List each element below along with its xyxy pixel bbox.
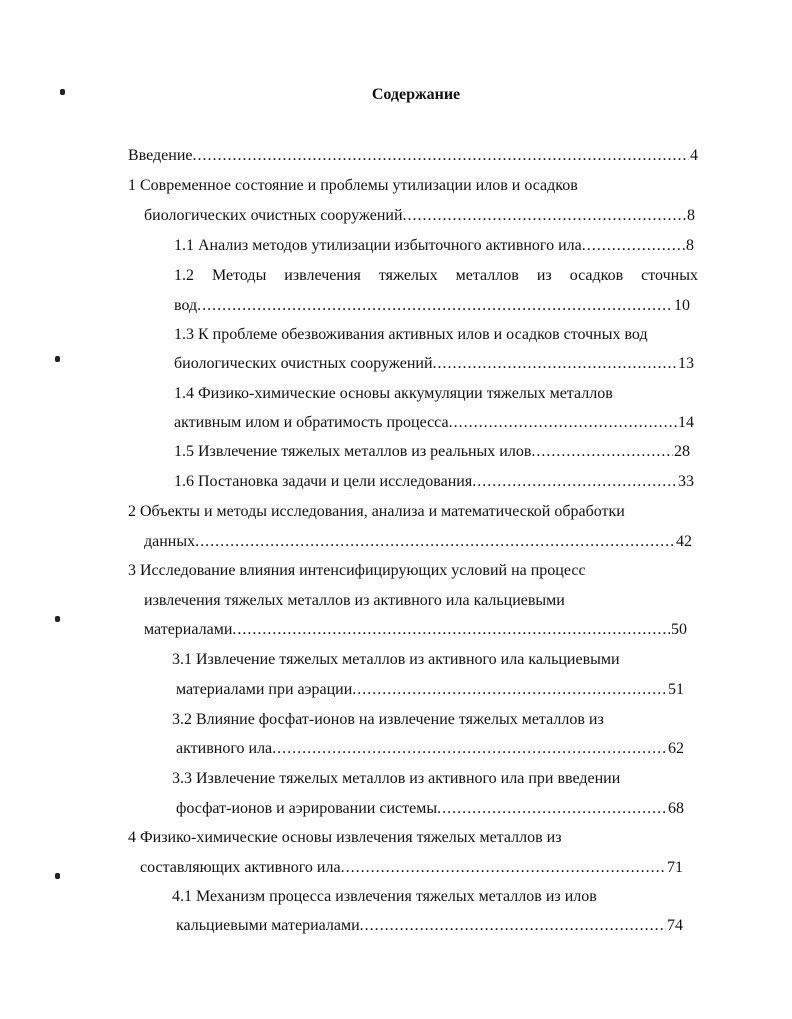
- toc-entry-text: 3.1 Извлечение тяжелых металлов из активного ила кальциевыми: [172, 651, 620, 668]
- page-number: 14: [678, 414, 694, 431]
- toc-word: извлечения: [284, 267, 361, 284]
- page-number: 68: [668, 800, 684, 817]
- page-number: 13: [678, 355, 694, 372]
- page-number: 51: [668, 681, 684, 698]
- toc-entry-text: 3.3 Извлечение тяжелых металлов из активного ила при введении: [172, 770, 621, 787]
- toc-entry-s1-5: [174, 442, 690, 462]
- toc-entry-text: 1.1 Анализ методов утилизации избыточного активного ила: [174, 237, 582, 254]
- toc-entry-text: данных: [144, 533, 196, 550]
- toc-entry-text: активного ила: [176, 740, 273, 757]
- page-number: 74: [667, 917, 683, 934]
- toc-entry-text: активным илом и обратимость процесса: [174, 414, 449, 431]
- page-number: 50: [671, 621, 687, 638]
- toc-entry-text: фосфат-ионов и аэрировании системы: [176, 800, 438, 817]
- toc-entry-text: составляющих активного ила: [140, 859, 341, 876]
- toc-word: металлов: [455, 267, 519, 284]
- leader-dots: [582, 236, 685, 256]
- leader-dots: [433, 354, 678, 374]
- leader-dots: [437, 799, 667, 819]
- toc-entry-text: 2 Объекты и методы исследования, анализа и математической обработки: [128, 503, 625, 520]
- toc-entry-s1-2-line: [174, 266, 698, 286]
- toc-word: 1.2: [174, 267, 194, 284]
- leader-dots: [195, 532, 675, 552]
- toc-word: тяжелых: [378, 267, 438, 284]
- scan-mark: [55, 356, 60, 362]
- toc-entry-s1-1: [174, 236, 694, 256]
- page-number: 8: [687, 207, 695, 224]
- toc-entry-s3-2: [176, 739, 684, 759]
- page-number: 62: [668, 740, 684, 757]
- toc-entry-intro: [128, 146, 698, 166]
- toc-entry-text: 3.2 Влияние фосфат-ионов на извлечение тяжелых металлов из: [172, 711, 604, 728]
- leader-dots: [232, 620, 670, 640]
- scan-mark: [55, 873, 60, 879]
- toc-entry-s4: [140, 858, 683, 878]
- toc-entry-s1-6: [174, 472, 694, 492]
- leader-dots: [531, 442, 673, 462]
- toc-entry-s1-2: [174, 296, 690, 316]
- toc-entry-text: 1.3 К проблеме обезвоживания активных илов и осадков сточных вод: [174, 326, 648, 343]
- page-number: 4: [690, 147, 698, 164]
- page-number: 28: [674, 443, 690, 460]
- leader-dots: [472, 472, 677, 492]
- toc-entry-text: материалами: [144, 621, 233, 638]
- page-number: 42: [676, 533, 692, 550]
- toc-word: из: [536, 267, 552, 284]
- leader-dots: [352, 680, 667, 700]
- toc-entry-text: Введение: [128, 147, 193, 164]
- page-number: 33: [678, 473, 694, 490]
- toc-entry-text: 3 Исследование влияния интенсифицирующих условий на процесс: [128, 562, 586, 579]
- leader-dots: [360, 916, 666, 936]
- toc-entry-s3-3: [176, 799, 684, 819]
- toc-entry-text: кальциевыми материалами: [176, 917, 360, 934]
- scan-mark: [55, 616, 60, 622]
- toc-entry-text: 1.5 Извлечение тяжелых металлов из реальных илов: [174, 443, 532, 460]
- toc-entry-s1-3: [174, 354, 694, 374]
- toc-entry-s2: [144, 532, 692, 552]
- toc-entry-text: извлечения тяжелых металлов из активного ила кальциевыми: [144, 592, 565, 609]
- leader-dots: [197, 296, 673, 316]
- leader-dots: [193, 146, 690, 166]
- leader-dots: [449, 413, 677, 433]
- toc-entry-s3: [144, 620, 687, 640]
- page-number: 10: [674, 297, 690, 314]
- toc-entry-text: 1.4 Физико-химические основы аккумуляции тяжелых металлов: [174, 385, 613, 402]
- toc-entry-text: 1.6 Постановка задачи и цели исследования: [174, 473, 473, 490]
- toc-entry-text: материалами при аэрации: [176, 681, 353, 698]
- leader-dots: [341, 858, 666, 878]
- toc-entry-s4-1: [176, 916, 683, 936]
- page-number: 71: [667, 859, 683, 876]
- toc-entry-text: вод: [174, 297, 198, 314]
- toc-entry-text: 4 Физико-химические основы извлечения тяжелых металлов из: [128, 829, 562, 846]
- toc-entry-text: 1 Современное состояние и проблемы утилизации илов и осадков: [128, 177, 578, 194]
- page-number: 8: [686, 237, 694, 254]
- toc-entry-text: биологических очистных сооружений: [144, 207, 403, 224]
- leader-dots: [272, 739, 667, 759]
- leader-dots: [403, 206, 687, 226]
- toc-entry-s1-4: [174, 413, 694, 433]
- toc-entry-s3-1: [176, 680, 684, 700]
- toc-entry-text: биологических очистных сооружений: [174, 355, 433, 372]
- toc-entry-s1: [144, 206, 695, 226]
- page-title: Содержание: [371, 86, 461, 103]
- toc-word: сточных: [641, 267, 698, 284]
- toc-entry-text: 4.1 Механизм процесса извлечения тяжелых металлов из илов: [172, 888, 597, 905]
- toc-word: Методы: [211, 267, 267, 284]
- toc-word: осадков: [569, 267, 624, 284]
